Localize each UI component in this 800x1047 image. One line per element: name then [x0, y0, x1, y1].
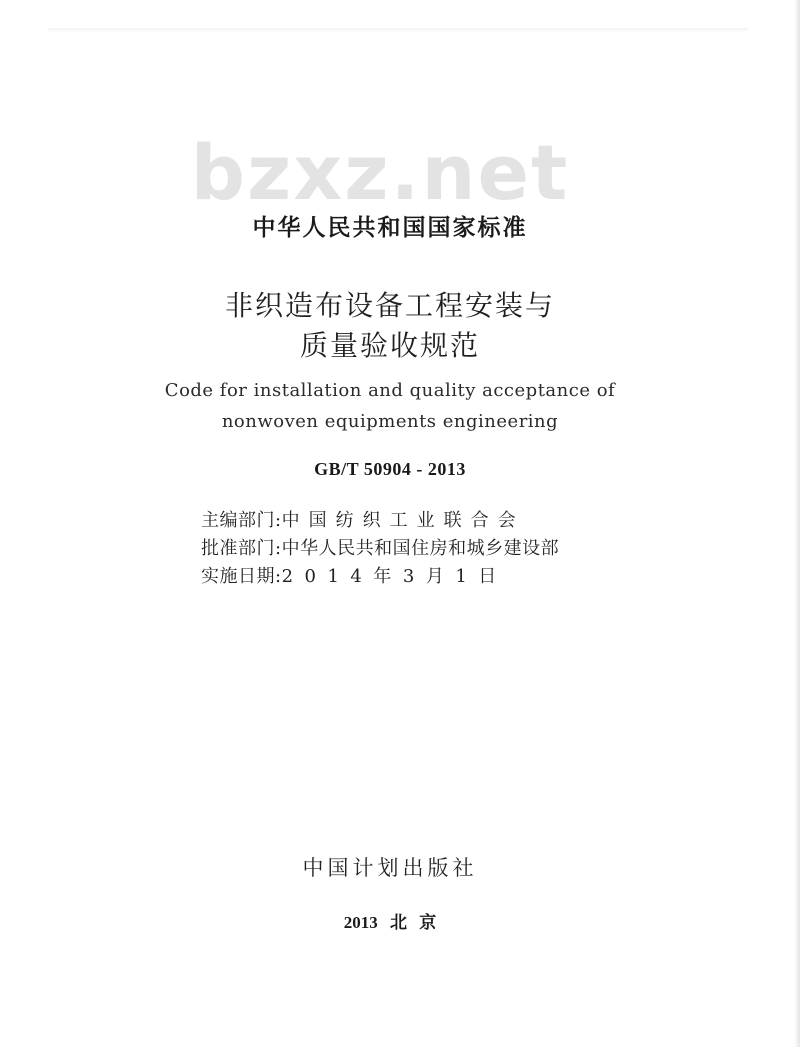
page-edge-shadow: [794, 0, 800, 1047]
editor-value: 中国纺织工业联合会: [281, 510, 525, 531]
approver-row: [201, 538, 591, 560]
editor-label: 主编部门:: [201, 510, 282, 531]
effective-date-value: 2014年3月1日: [281, 566, 508, 587]
publisher: 中国计划出版社: [302, 856, 478, 880]
scan-shadow: [48, 28, 748, 33]
title-line-2: 质量验收规范: [299, 329, 480, 362]
standard-category: 中华人民共和国国家标准: [252, 215, 528, 241]
effective-date-row: [201, 566, 591, 588]
publication-place-year: 2013 北 京: [343, 913, 437, 932]
approver-value: 中华人民共和国住房和城乡建设部: [281, 538, 560, 559]
title-line-1: 非织造布设备工程安装与: [224, 289, 555, 322]
watermark: bzxz.net: [190, 128, 570, 217]
editor-row: [201, 510, 591, 532]
english-title-line-1: Code for installation and quality acceptance of: [164, 380, 616, 401]
english-title-line-2: nonwoven equipments engineering: [221, 411, 559, 432]
approver-label: 批准部门:: [201, 538, 282, 559]
standard-number: GB/T 50904 - 2013: [314, 459, 466, 479]
effective-date-label: 实施日期:: [201, 566, 282, 587]
